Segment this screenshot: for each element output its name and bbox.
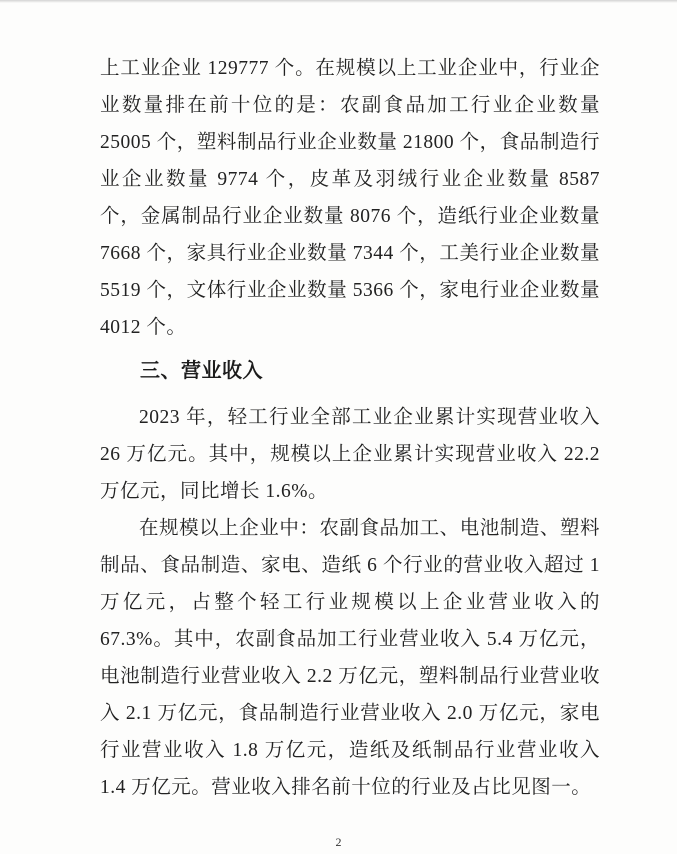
- paragraph-enterprise-counts: 上工业企业 129777 个。在规模以上工业企业中，行业企业数量排在前十位的是：农副食品加工行业企业数量 25005 个，塑料制品行业企业数量 21800 个，食品制造行业企业数量 9774 个，皮革及羽绒行业企业数量 8587 个，金属制品行业企业数量 8076 个，造纸行业企业数量 7668 个，家具行业企业数量 7344 个，工美行业企业数量 5519 个，文体行业企业数量 5366 个，家电行业企业数量 4012 个。: [100, 58, 600, 338]
- page-number: 2: [335, 835, 342, 849]
- scan-edge-artifact: [0, 0, 677, 3]
- page-content: [100, 50, 600, 806]
- paragraph-revenue-total: 2023 年，轻工行业全部工业企业累计实现营业收入 26 万亿元。其中，规模以上企业累计实现营业收入 22.2 万亿元，同比增长 1.6%。: [100, 407, 600, 502]
- section-heading-operating-revenue: 三、营业收入: [140, 360, 263, 382]
- paragraph-revenue-by-industry: 在规模以上企业中：农副食品加工、电池制造、塑料制品、食品制造、家电、造纸 6 个行业的营业收入超过 1 万亿元，占整个轻工行业规模以上企业营业收入的 67.3%。其中，农副食品加工行业营业收入 5.4 万亿元，电池制造行业营业收入 2.2 万亿元，塑料制品行业营业收入 2.1 万亿元，食品制造行业营业收入 2.0 万亿元，家电行业营业收入 1.8 万亿元，造纸及纸制品行业营业收入 1.4 万亿元。营业收入排名前十位的行业及占比见图一。: [100, 518, 600, 798]
